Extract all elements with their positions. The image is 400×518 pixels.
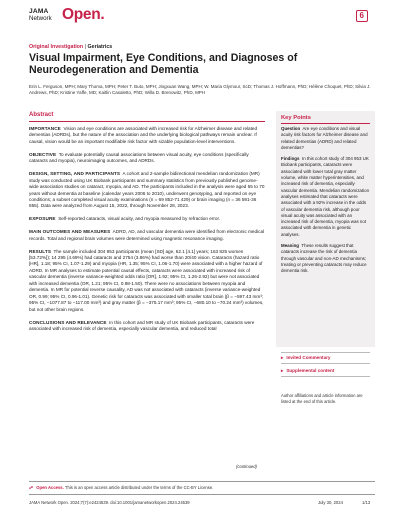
article-section: Geriatrics <box>87 44 113 50</box>
author-list: Erin L. Ferguson, MPH; Mary Thoma, MPH; Peter T. Buto, MPH; Jingxuan Wang, MPH; W. Maria Glymour, ScD; Thomas J. Hoffmann, PhD; Hélène Choquet, PhD; Silvia J. Andrews, PhD; Kristine Yaffe, MD; Kaitlin Casaletto, PhD; Willa D. Brenowitz, PhD, MPH <box>29 84 371 96</box>
link-divider <box>281 363 370 364</box>
key-points-body <box>281 126 370 280</box>
article-kicker <box>29 44 112 50</box>
key-points-heading: Key Points <box>281 115 311 121</box>
article-type: Original Investigation <box>29 44 84 50</box>
key-points-findings: Findings In this cohort study of 304 953 UK Biobank participants, cataracts were associated with lower total gray matter volume, white matter hyperintensities, and increased risk of dementia, especially vascular dementia. Mendelian randomization analyses estimated that cataracts were associated with a 92% increase in the odds of vascular dementia risk, although poor visual acuity was associated with an increased risk of dementia, myopia was not associated with dementia in genetic analyses. <box>281 156 370 237</box>
abstract-design: DESIGN, SETTING, AND PARTICIPANTS A cohort and 2-sample bidirectional mendelian randomization (MR) study was conducted using UK Biobank participants and summary statistics from previously published genome-wide association studies on cataract, myopia, and AD. The participants included in the analysis were aged 55 to 70 years without dementia at baseline (calendar years 2006 to 2010), underwent genotyping, and reported on eye conditions; a subset completed visual acuity examinations (n = 69 852-71 429) or brain imaging (n = 36 591-36 855). Data were analyzed from August 15, 2022, through November 28, 2023. <box>29 171 265 209</box>
arrow-right-icon: ▸ <box>281 368 284 373</box>
publication-date: July 30, 2024 <box>318 500 343 505</box>
footer-divider <box>29 481 375 482</box>
open-access-icon: 6 <box>356 10 368 22</box>
journal-logo-line2: Network <box>29 15 52 22</box>
open-access-statement: ☍ Open Access. This is an open access article distributed under the terms of the CC-BY License. <box>29 485 214 490</box>
abstract-importance: IMPORTANCE Vision and eye conditions are associated with increased risk for Alzheimer disease and related dementias (ADRDs), but the nature of the association and the underlying biological pathways remain unclear. If causal, vision would be an important modifiable risk factor with sizable population-level interventions. <box>29 126 258 144</box>
supplemental-content-link[interactable]: ▸ Supplemental content <box>281 368 335 373</box>
abstract-outcomes: MAIN OUTCOMES AND MEASURES ADRD, AD, and vascular dementia were identified from electronic medical records. Total and regional brain volumes were determined using magnetic resonance imaging. <box>29 229 265 241</box>
abstract-objective: OBJECTIVE To evaluate potentially causal associations between visual acuity, eye conditions (specifically cataracts and myopia), neuroimaging outcomes, and ADRDs. <box>29 151 249 164</box>
footer-divider <box>29 494 375 495</box>
invited-commentary-link[interactable]: ▸ Invited Commentary <box>281 355 331 360</box>
key-points-meaning: Meaning These results suggest that cataracts increase the risk of dementia through vascular and non-AD mechanisms; treating or preventing cataracts may reduce dementia risk. <box>281 243 367 274</box>
journal-brand: Open. <box>62 6 105 23</box>
kicker-separator: | <box>84 44 87 50</box>
abstract-body <box>29 126 265 339</box>
abstract-conclusions: CONCLUSIONS AND RELEVANCE In this cohort and MR study of UK Biobank participants, cataracts were associated with increased risk of dementia, especially vascular dementia, and reduced total <box>29 319 255 331</box>
journal-logo-line1: JAMA <box>29 8 49 15</box>
article-title: Visual Impairment, Eye Conditions, and Diagnoses of Neurodegeneration and Dementia <box>29 52 298 76</box>
abstract-divider <box>29 121 265 122</box>
journal-citation: JAMA Network Open. 2024;7(7):e2424539. doi:10.1001/jamanetworkopen.2024.24539 <box>29 500 190 505</box>
open-access-icon: ☍ <box>29 485 34 490</box>
link-divider <box>281 376 370 377</box>
affiliations-note: Author affiliations and article information are listed at the end of this article. <box>281 393 363 404</box>
key-points-divider <box>281 123 370 124</box>
key-points-question: Question Are eye conditions and visual acuity risk factors for Alzheimer disease and related dementias (ADRD) and related dementias? <box>281 126 368 150</box>
abstract-results: RESULTS The sample included 304 953 participants (mean [SD] age, 62.1 [4.1] years; 163 825 women [53.72%]); 14 295 (4.69%) had cataracts and 2754 (3.86%) had worse than 20/40 vision. Cataracts (hazard ratio [HR], 1.18; 95% CI, 1.07-1.29) and myopia (HR, 1.35; 95% CI, 1.06-1.70) were associated with a higher hazard of ADRD. In MR analyses to estimate potential causal effects, cataracts were associated with increased risk of vascular dementia (inverse variance-weighted odds ratio [OR], 1.92; 95% CI, 1.26-2.92) but were not associated with increased dementia (OR, 1.21; 95% CI, 0.98-1.50). There were no associations between myopia and dementia. In MR for potential reverse causality, AD was not associated with cataracts (inverse variance-weighted OR, 0.99; 95% CI, 0.96-1.01). Genetic risk for cataracts was associated with smaller total brain (β = −597.43 mm³; 95% CI, −1077.87 to −117.00 mm³) and gray matter (β = −375.17 mm³; 95% CI, −680.10 to −70.24 mm³) volumes, but not other brain regions. <box>29 248 264 312</box>
link-divider <box>281 352 370 353</box>
abstract-exposure: EXPOSURE Self-reported cataracts, visual acuity, and myopia measured by refraction error. <box>29 216 221 222</box>
arrow-right-icon: ▸ <box>281 355 284 360</box>
continued-note: (continued) <box>236 464 257 469</box>
abstract-heading: Abstract <box>29 112 54 118</box>
page-number: 1/13 <box>362 500 371 505</box>
